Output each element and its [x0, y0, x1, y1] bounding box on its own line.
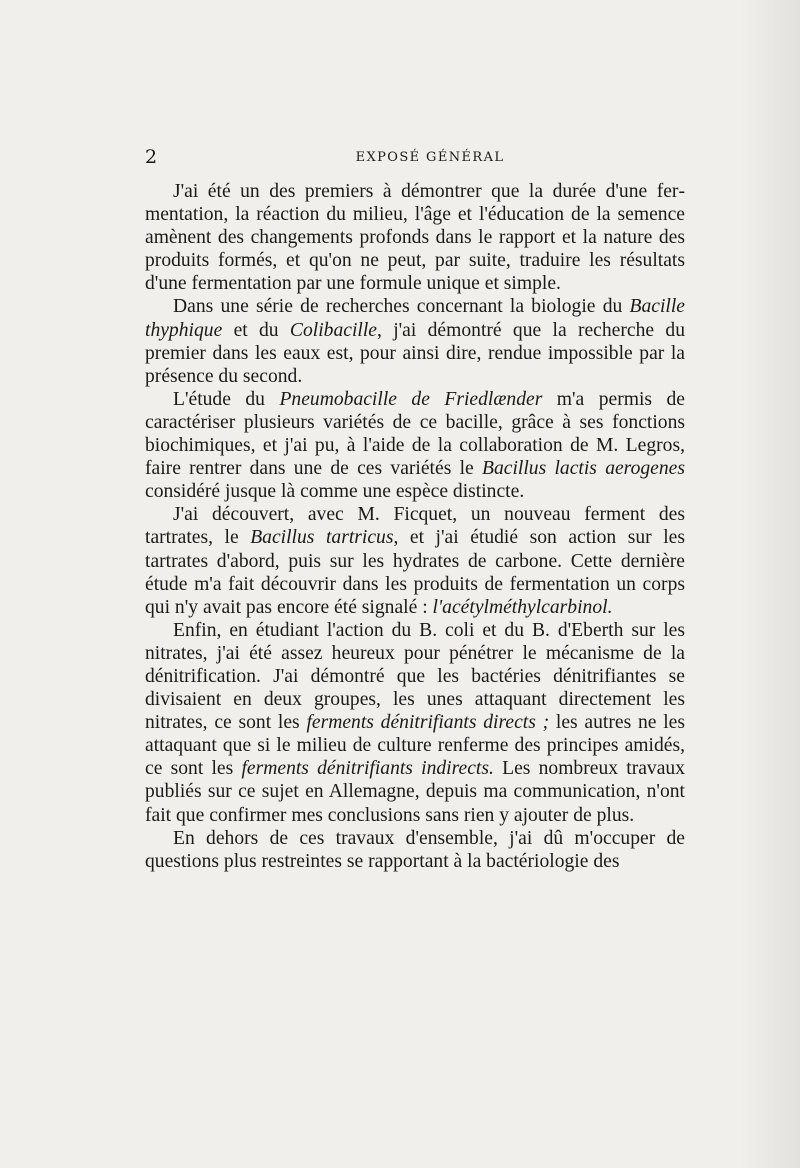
text-run: J'ai découvert, avec M. Ficquet, un nouveau ferment des tartrates, le	[145, 504, 685, 549]
text-run: considéré jusque là comme une espèce distincte.	[145, 481, 525, 503]
italic-run: Pneumobacille de Friedlænder	[279, 388, 543, 410]
paragraph	[145, 503, 685, 618]
body-text	[145, 180, 685, 873]
italic-run: Bacille thyphique	[145, 296, 685, 341]
italic-run: ferments dénitrifiants directs ;	[306, 712, 550, 734]
text-run: L'étude du	[173, 388, 280, 410]
italic-run: Colibacille	[289, 319, 377, 341]
italic-run: ferments dénitrifiants indirects.	[241, 758, 494, 780]
paragraph	[145, 180, 685, 295]
page-edge-shadow	[740, 0, 800, 1168]
text-run: et du	[222, 319, 290, 341]
text-run: J'ai été un des premiers à démontrer que la durée d'une fermentation, la réaction du milieu, l'âge et l'éducation de la semence amènent des changements profonds dans le rapport et la nature des produits formés, et qu'on ne peut, par suite, traduire les résultats d'une fermentation par une formule unique et simple.	[145, 181, 685, 295]
running-title: EXPOSÉ GÉNÉRAL	[355, 150, 505, 165]
text-run: m'a permis de caractériser plusieurs variétés de ce bacille, grâce à ses fonctions biochimiques, et j'ai pu, à l'aide de la collaboration de M. Legros, faire rentrer dans une de ces variétés le	[145, 388, 685, 480]
text-run: , et j'ai étudié son action sur les tartrates d'abord, puis sur les hydrates de carbone. Cette dernière étude m'a fait découvrir dans les produits de fermentation un corps qui n'y avait pas encore été signalé :	[145, 527, 685, 618]
text-run: En dehors de ces travaux d'ensemble, j'ai dû m'occuper de questions plus restreintes se rapportant à la bactériologie des	[145, 827, 685, 872]
paragraph	[145, 827, 685, 873]
page-number: 2	[145, 146, 158, 168]
text-run: les autres ne les attaquant que si le milieu de culture renferme des principes amidés, ce sont les	[145, 712, 685, 780]
italic-run: Bacillus tartricus	[250, 527, 394, 549]
italic-run: Bacillus lactis aerogenes	[482, 458, 685, 480]
paragraph	[145, 619, 685, 827]
paragraph	[145, 295, 685, 387]
text-run: , j'ai démontré que la recherche du premier dans les eaux est, pour ainsi dire, rendue impossible par la présence du second.	[145, 319, 685, 387]
text-run: Les nombreux travaux publiés sur ce sujet en Allemagne, depuis ma communication, n'ont fait que confirmer mes conclusions sans rien y ajouter de plus.	[145, 758, 686, 826]
paragraph	[145, 388, 685, 503]
text-run: Enfin, en étudiant l'action du B. coli et du B. d'Eberth sur les nitrates, j'ai été assez heureux pour pénétrer le mécanisme de la dénitrification. J'ai démontré que les bactéries dénitrifiantes se divisaient en deux groupes, les unes attaquant directement les nitrates, ce sont les	[145, 619, 685, 734]
page-header	[145, 146, 685, 172]
italic-run: l'acétylméthylcarbinol.	[432, 596, 613, 618]
text-run: Dans une série de recherches concernant la biologie du	[173, 296, 630, 318]
